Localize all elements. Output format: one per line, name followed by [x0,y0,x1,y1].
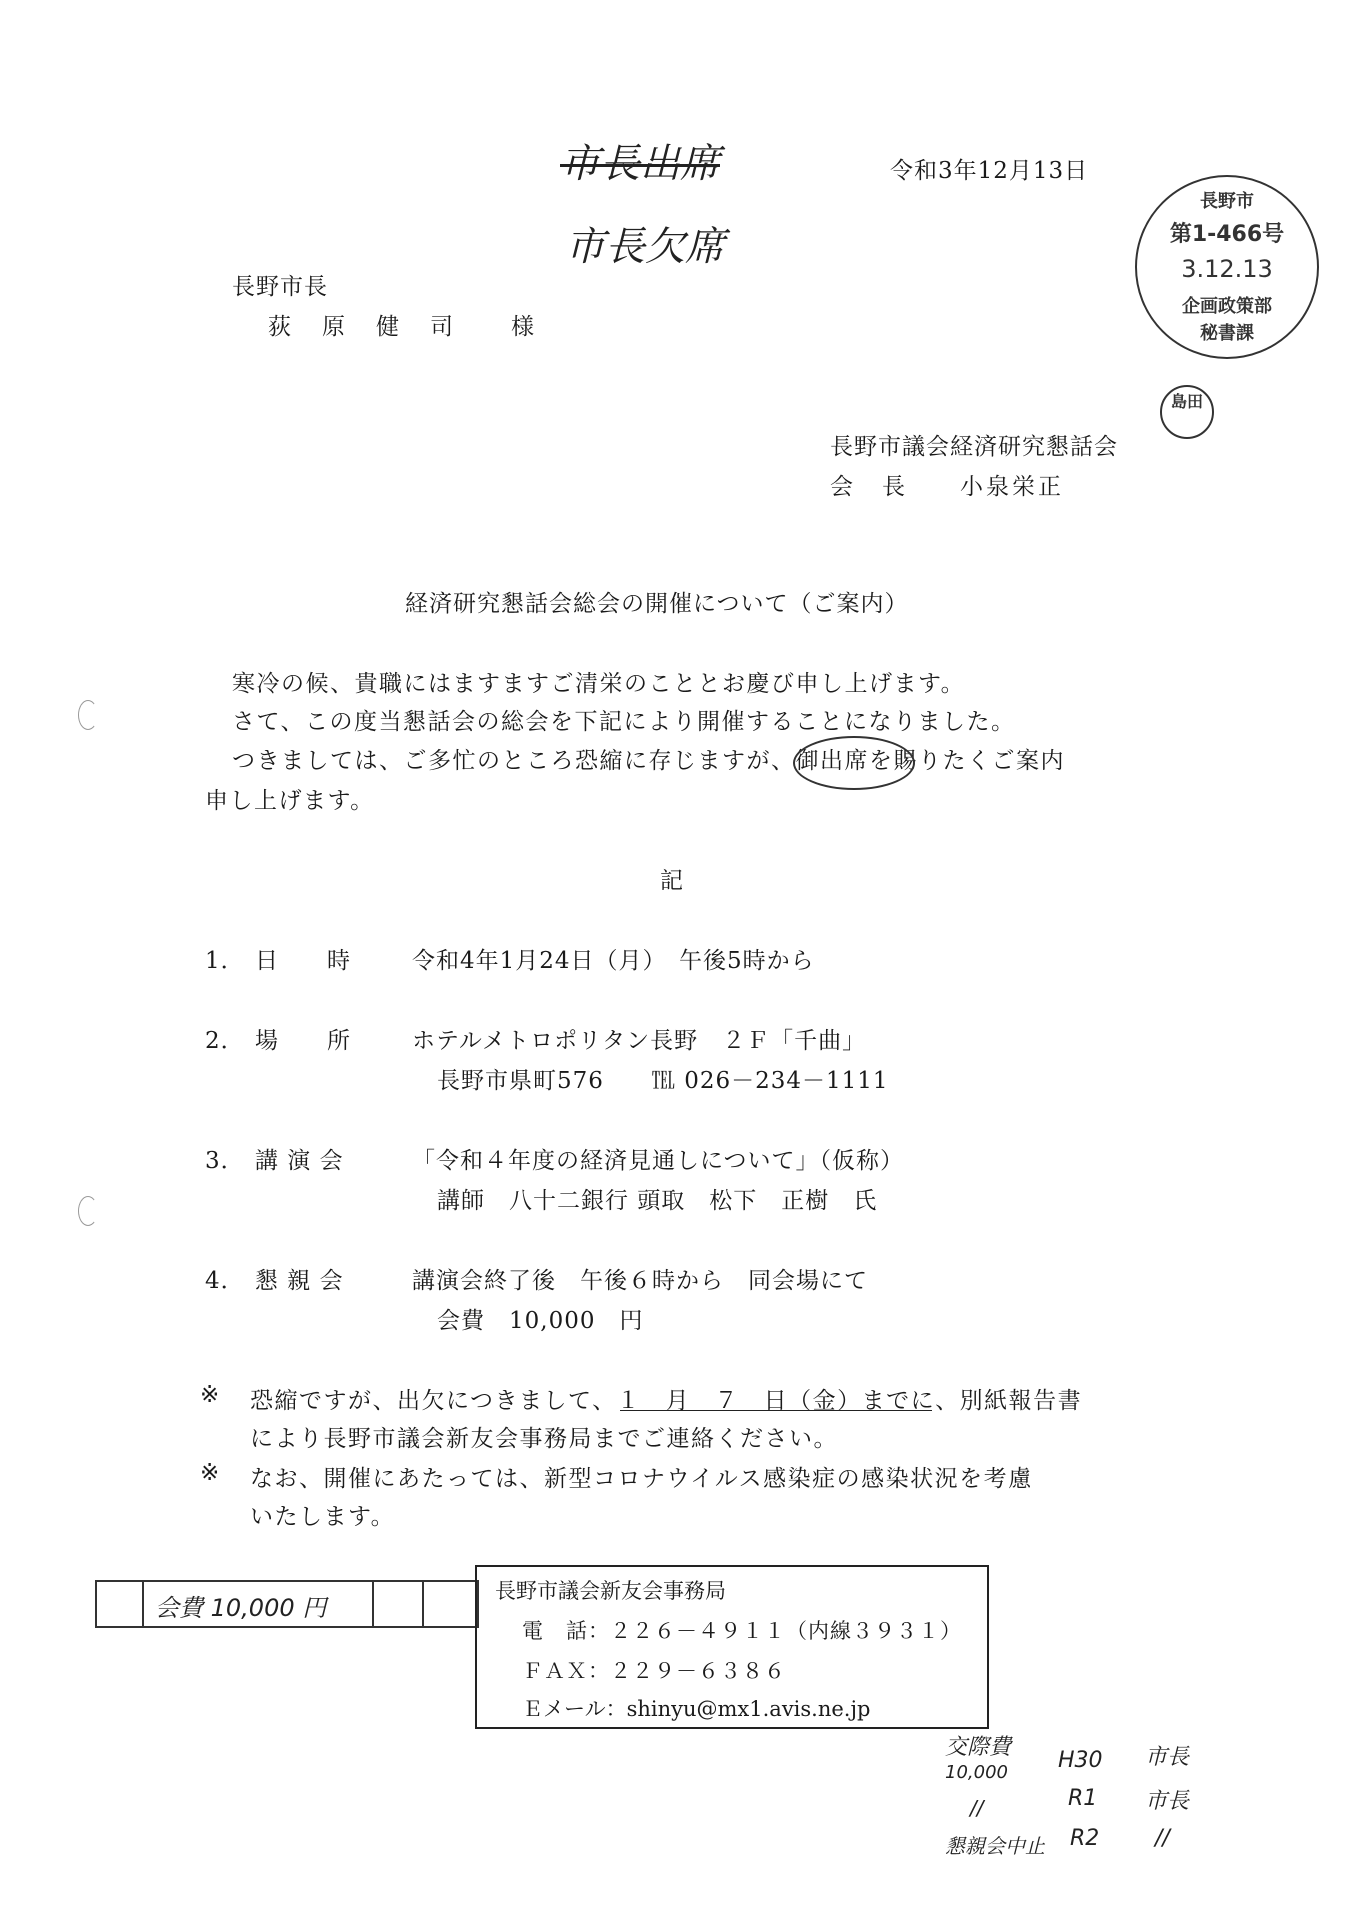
ki-heading: 記 [660,868,684,894]
handwritten-note-9: R2 [1070,1826,1100,1851]
body-line-4: 申し上げます。 [205,788,375,814]
handwritten-crossed-note: 市長出席 [560,141,720,187]
item-2-label: 場 所 [255,1028,351,1054]
item-2-line-1: ホテルメトロポリタン長野 ２Ｆ「千曲」 [412,1028,867,1054]
contact-phone: 電 話：２２６－４９１１（内線３９３１） [522,1619,962,1643]
document-date: 令和3年12月13日 [890,158,1089,184]
sender-org: 長野市議会経済研究懇話会 [830,434,1118,460]
body-line-3: つきましては、ご多忙のところ恐縮に存じますが、御出席を賜りたくご案内 [232,748,1065,774]
note-2-mark: ※ [200,1460,221,1486]
item-4-line-1: 講演会終了後 午後６時から 同会場にて [412,1268,868,1294]
sender-name: 会 長 小泉栄正 [830,474,1064,500]
handwritten-note-4: 10,000 [945,1762,1008,1783]
fee-box [95,1580,479,1628]
item-1-num: 1． [205,948,245,974]
contact-box [475,1565,989,1729]
note-1-line-1: 恐縮ですが、出欠につきまして、１ 月 ７ 日（金）までに、別紙報告書 [250,1388,1083,1414]
note-1-mark: ※ [200,1382,221,1408]
contact-office: 長野市議会新友会事務局 [495,1579,726,1603]
handwritten-note-5: R1 [1068,1786,1098,1811]
handwritten-absent-note: 市長欠席 [565,224,725,270]
note-2-line-2: いたします。 [250,1504,396,1530]
item-2-line-2: 長野市県町576 ℡ 026－234－1111 [437,1068,889,1094]
item-3-line-1: 「令和４年度の経済見通しについて」（仮称） [412,1148,905,1174]
item-1-label: 日 時 [255,948,351,974]
item-4-label: 懇 親 会 [255,1268,344,1294]
item-2-num: 2． [205,1028,245,1054]
item-4-num: 4． [205,1268,245,1294]
handwritten-note-7: // [970,1796,984,1820]
item-1-line-1: 令和4年1月24日（月） 午後5時から [412,948,815,974]
item-3-line-2: 講師 八十二銀行 頭取 松下 正樹 氏 [437,1188,878,1214]
contact-email: Ｅメール：shinyu@mx1.avis.ne.jp [522,1697,871,1721]
contact-fax: ＦＡＸ：２２９－６３８６ [522,1659,786,1683]
recipient-name: 荻 原 健 司 様 [268,314,538,340]
note-2-line-1: なお、開催にあたっては、新型コロナウイルス感染症の感染状況を考慮 [250,1466,1033,1492]
handwritten-circle-mark [793,736,915,790]
handwritten-note-6: 市長 [1145,1789,1190,1814]
handwritten-note-3: 市長 [1145,1745,1190,1770]
fee-box-text: 会費 10,000 円 [155,1594,327,1622]
item-3-label: 講 演 会 [255,1148,344,1174]
document-subject: 経済研究懇話会総会の開催について（ご案内） [405,591,909,617]
body-line-2: さて、この度当懇話会の総会を下記により開催することになりました。 [232,709,1016,735]
note-1-line-2: により長野市議会新友会事務局までご連絡ください。 [250,1426,838,1452]
handwritten-note-1: 交際費 [945,1735,1012,1760]
handwritten-note-10: // [1155,1826,1170,1851]
handwritten-note-2: H30 [1058,1748,1103,1773]
punch-hole-bottom [78,1196,98,1226]
item-4-line-2: 会費 10,000 円 [437,1308,644,1334]
item-3-num: 3． [205,1148,245,1174]
recipient-title: 長野市長 [232,274,328,300]
body-line-1: 寒冷の候、貴職にはますますご清栄のこととお慶び申し上げます。 [232,671,966,697]
receipt-stamp: 長野市 第1-466号 3.12.13 企画政策部 秘書課 [1135,175,1319,359]
note-1-underline [620,1410,932,1411]
personal-seal: 島田 [1160,385,1214,439]
handwritten-note-8: 懇親会中止 [945,1834,1045,1858]
punch-hole-top [78,700,98,730]
